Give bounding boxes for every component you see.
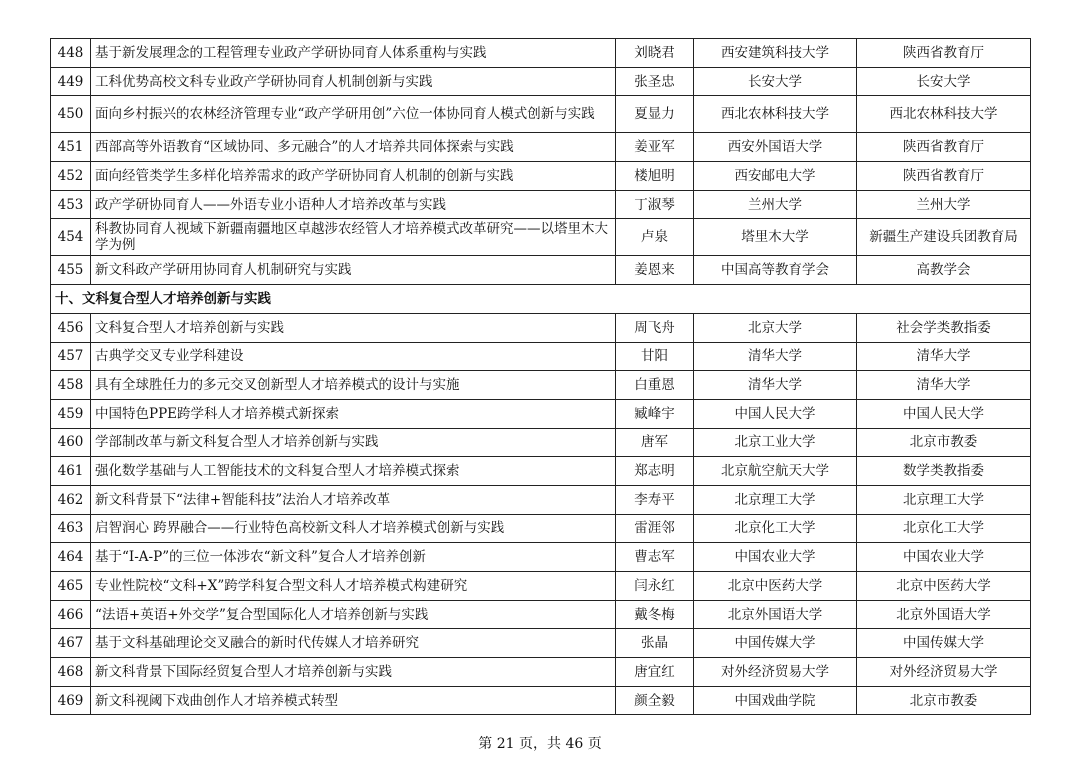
row-number: 451 bbox=[51, 133, 91, 162]
project-leader: 刘晓君 bbox=[616, 39, 694, 68]
school-name: 西安邮电大学 bbox=[694, 162, 857, 191]
table-row bbox=[51, 67, 1031, 96]
project-leader: 甘阳 bbox=[616, 342, 694, 371]
project-leader: 夏显力 bbox=[616, 96, 694, 133]
school-name: 中国农业大学 bbox=[694, 543, 857, 572]
school-name: 北京大学 bbox=[694, 313, 857, 342]
row-number: 457 bbox=[51, 342, 91, 371]
project-title: 基于“I-A-P”的三位一体涉农“新文科”复合人才培养创新 bbox=[91, 543, 616, 572]
project-leader: 雷涯邻 bbox=[616, 514, 694, 543]
school-name: 兰州大学 bbox=[694, 190, 857, 219]
row-number: 465 bbox=[51, 572, 91, 601]
school-name: 北京工业大学 bbox=[694, 428, 857, 457]
recommending-unit: 中国农业大学 bbox=[857, 543, 1031, 572]
project-leader: 周飞舟 bbox=[616, 313, 694, 342]
recommending-unit: 清华大学 bbox=[857, 342, 1031, 371]
table-row bbox=[51, 457, 1031, 486]
project-title: 专业性院校“文科+X”跨学科复合型文科人才培养模式构建研究 bbox=[91, 572, 616, 601]
table-row bbox=[51, 256, 1031, 285]
project-table bbox=[50, 38, 1031, 715]
school-name: 塔里木大学 bbox=[694, 219, 857, 256]
recommending-unit: 新疆生产建设兵团教育局 bbox=[857, 219, 1031, 256]
row-number: 460 bbox=[51, 428, 91, 457]
section-row bbox=[51, 285, 1031, 314]
recommending-unit: 数学类教指委 bbox=[857, 457, 1031, 486]
recommending-unit: 陕西省教育厅 bbox=[857, 39, 1031, 68]
recommending-unit: 西北农林科技大学 bbox=[857, 96, 1031, 133]
project-title: 基于文科基础理论交叉融合的新时代传媒人才培养研究 bbox=[91, 629, 616, 658]
school-name: 北京中医药大学 bbox=[694, 572, 857, 601]
project-leader: 卢泉 bbox=[616, 219, 694, 256]
table-row bbox=[51, 162, 1031, 191]
row-number: 455 bbox=[51, 256, 91, 285]
table-row bbox=[51, 686, 1031, 715]
recommending-unit: 北京市教委 bbox=[857, 686, 1031, 715]
project-leader: 臧峰宇 bbox=[616, 399, 694, 428]
project-leader: 曹志军 bbox=[616, 543, 694, 572]
row-number: 467 bbox=[51, 629, 91, 658]
project-leader: 张圣忠 bbox=[616, 67, 694, 96]
school-name: 北京航空航天大学 bbox=[694, 457, 857, 486]
recommending-unit: 北京外国语大学 bbox=[857, 600, 1031, 629]
project-title: 启智润心 跨界融合——行业特色高校新文科人才培养模式创新与实践 bbox=[91, 514, 616, 543]
project-title: 工科优势高校文科专业政产学研协同育人机制创新与实践 bbox=[91, 67, 616, 96]
table-row bbox=[51, 219, 1031, 256]
school-name: 中国戏曲学院 bbox=[694, 686, 857, 715]
table-row bbox=[51, 96, 1031, 133]
row-number: 449 bbox=[51, 67, 91, 96]
project-leader: 戴冬梅 bbox=[616, 600, 694, 629]
project-leader: 张晶 bbox=[616, 629, 694, 658]
project-leader: 白重恩 bbox=[616, 371, 694, 400]
project-leader: 李寿平 bbox=[616, 485, 694, 514]
school-name: 清华大学 bbox=[694, 371, 857, 400]
row-number: 452 bbox=[51, 162, 91, 191]
recommending-unit: 兰州大学 bbox=[857, 190, 1031, 219]
recommending-unit: 陕西省教育厅 bbox=[857, 133, 1031, 162]
project-title: 科教协同育人视域下新疆南疆地区卓越涉农经管人才培养模式改革研究——以塔里木大学为例 bbox=[91, 219, 616, 256]
row-number: 450 bbox=[51, 96, 91, 133]
row-number: 468 bbox=[51, 658, 91, 687]
row-number: 469 bbox=[51, 686, 91, 715]
project-title: 强化数学基础与人工智能技术的文科复合型人才培养模式探索 bbox=[91, 457, 616, 486]
section-title: 十、文科复合型人才培养创新与实践 bbox=[51, 285, 1031, 314]
project-title: 学部制改革与新文科复合型人才培养创新与实践 bbox=[91, 428, 616, 457]
recommending-unit: 高教学会 bbox=[857, 256, 1031, 285]
table-row bbox=[51, 572, 1031, 601]
project-leader: 丁淑琴 bbox=[616, 190, 694, 219]
project-title: 新文科视阈下戏曲创作人才培养模式转型 bbox=[91, 686, 616, 715]
school-name: 北京化工大学 bbox=[694, 514, 857, 543]
table-row bbox=[51, 485, 1031, 514]
project-title: 中国特色PPE跨学科人才培养模式新探索 bbox=[91, 399, 616, 428]
row-number: 453 bbox=[51, 190, 91, 219]
row-number: 454 bbox=[51, 219, 91, 256]
project-leader: 颜全毅 bbox=[616, 686, 694, 715]
project-leader: 唐军 bbox=[616, 428, 694, 457]
school-name: 长安大学 bbox=[694, 67, 857, 96]
row-number: 456 bbox=[51, 313, 91, 342]
school-name: 清华大学 bbox=[694, 342, 857, 371]
row-number: 458 bbox=[51, 371, 91, 400]
project-title: 面向经管类学生多样化培养需求的政产学研协同育人机制的创新与实践 bbox=[91, 162, 616, 191]
row-number: 459 bbox=[51, 399, 91, 428]
project-leader: 唐宜红 bbox=[616, 658, 694, 687]
table-row bbox=[51, 629, 1031, 658]
table-body-part1 bbox=[51, 39, 1031, 285]
school-name: 北京外国语大学 bbox=[694, 600, 857, 629]
table-row bbox=[51, 342, 1031, 371]
project-title: 基于新发展理念的工程管理专业政产学研协同育人体系重构与实践 bbox=[91, 39, 616, 68]
project-leader: 姜亚军 bbox=[616, 133, 694, 162]
row-number: 464 bbox=[51, 543, 91, 572]
recommending-unit: 陕西省教育厅 bbox=[857, 162, 1031, 191]
table-row bbox=[51, 399, 1031, 428]
project-title: 具有全球胜任力的多元交叉创新型人才培养模式的设计与实施 bbox=[91, 371, 616, 400]
recommending-unit: 社会学类教指委 bbox=[857, 313, 1031, 342]
project-title: 新文科背景下国际经贸复合型人才培养创新与实践 bbox=[91, 658, 616, 687]
project-leader: 姜恩来 bbox=[616, 256, 694, 285]
table-row bbox=[51, 543, 1031, 572]
table-row bbox=[51, 190, 1031, 219]
table-row bbox=[51, 514, 1031, 543]
project-title: 新文科背景下“法律+智能科技”法治人才培养改革 bbox=[91, 485, 616, 514]
school-name: 中国传媒大学 bbox=[694, 629, 857, 658]
page-footer: 第 21 页，共 46 页 bbox=[478, 736, 602, 752]
table-row bbox=[51, 133, 1031, 162]
table-row bbox=[51, 39, 1031, 68]
project-title: 新文科政产学研用协同育人机制研究与实践 bbox=[91, 256, 616, 285]
project-title: 面向乡村振兴的农林经济管理专业“政产学研用创”六位一体协同育人模式创新与实践 bbox=[91, 96, 616, 133]
recommending-unit: 中国人民大学 bbox=[857, 399, 1031, 428]
table-row bbox=[51, 428, 1031, 457]
row-number: 466 bbox=[51, 600, 91, 629]
project-title: 西部高等外语教育“区域协同、多元融合”的人才培养共同体探索与实践 bbox=[91, 133, 616, 162]
project-table-container bbox=[50, 38, 1030, 715]
project-leader: 郑志明 bbox=[616, 457, 694, 486]
recommending-unit: 北京化工大学 bbox=[857, 514, 1031, 543]
school-name: 西安外国语大学 bbox=[694, 133, 857, 162]
recommending-unit: 清华大学 bbox=[857, 371, 1031, 400]
recommending-unit: 中国传媒大学 bbox=[857, 629, 1031, 658]
school-name: 中国人民大学 bbox=[694, 399, 857, 428]
row-number: 463 bbox=[51, 514, 91, 543]
row-number: 448 bbox=[51, 39, 91, 68]
school-name: 中国高等教育学会 bbox=[694, 256, 857, 285]
table-row bbox=[51, 371, 1031, 400]
project-leader: 闫永红 bbox=[616, 572, 694, 601]
table-row bbox=[51, 658, 1031, 687]
project-title: “法语+英语+外交学”复合型国际化人才培养创新与实践 bbox=[91, 600, 616, 629]
table-row bbox=[51, 600, 1031, 629]
recommending-unit: 北京市教委 bbox=[857, 428, 1031, 457]
project-leader: 楼旭明 bbox=[616, 162, 694, 191]
table-row bbox=[51, 313, 1031, 342]
project-title: 政产学研协同育人——外语专业小语种人才培养改革与实践 bbox=[91, 190, 616, 219]
table-body-part2 bbox=[51, 313, 1031, 715]
school-name: 北京理工大学 bbox=[694, 485, 857, 514]
row-number: 462 bbox=[51, 485, 91, 514]
recommending-unit: 北京理工大学 bbox=[857, 485, 1031, 514]
recommending-unit: 北京中医药大学 bbox=[857, 572, 1031, 601]
school-name: 西北农林科技大学 bbox=[694, 96, 857, 133]
recommending-unit: 对外经济贸易大学 bbox=[857, 658, 1031, 687]
project-title: 文科复合型人才培养创新与实践 bbox=[91, 313, 616, 342]
section-header bbox=[51, 285, 1031, 314]
school-name: 对外经济贸易大学 bbox=[694, 658, 857, 687]
row-number: 461 bbox=[51, 457, 91, 486]
school-name: 西安建筑科技大学 bbox=[694, 39, 857, 68]
recommending-unit: 长安大学 bbox=[857, 67, 1031, 96]
project-title: 古典学交叉专业学科建设 bbox=[91, 342, 616, 371]
